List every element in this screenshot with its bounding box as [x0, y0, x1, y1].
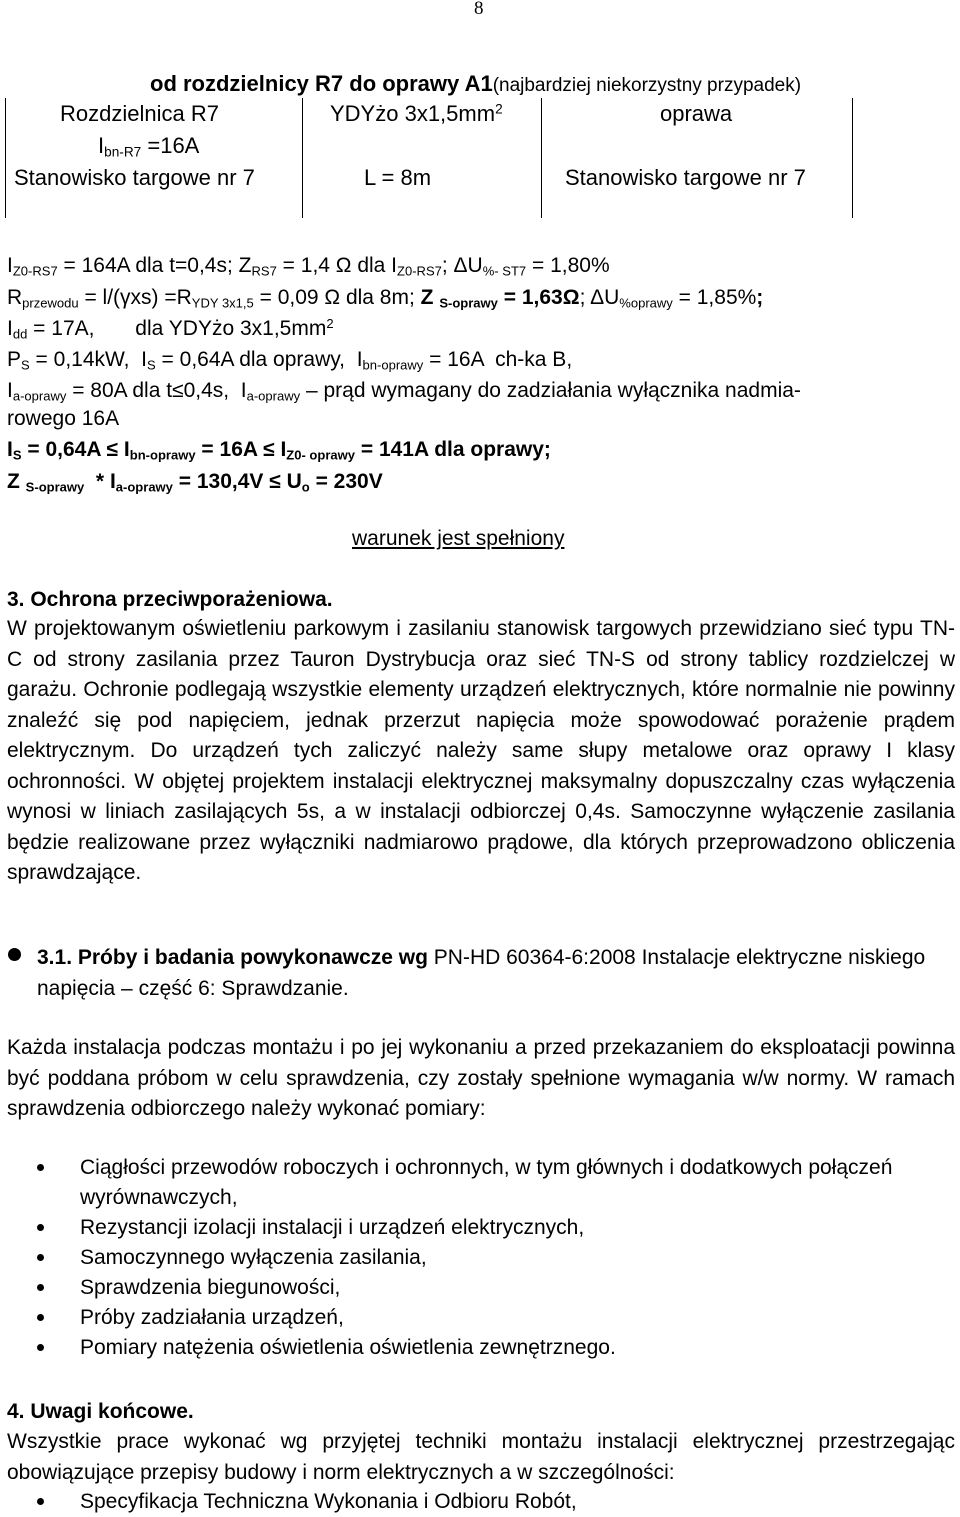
calc-section-heading [150, 69, 801, 99]
calc-line-5: $I_{a-oprawy} = 80A$ dla t≤0,4s, $I_{a-oprawy}$ – prąd wymagany do zadziałania wyłącznika nadmia- [7, 379, 801, 404]
cell-stall-to: Stanowisko targowe nr 7 [565, 165, 806, 190]
cell-cable: YDYżo $3x1,5mm^2$ [330, 101, 503, 126]
cell-length: L = 8m [364, 165, 432, 190]
table-divider-2 [541, 98, 542, 218]
cell-switchboard: Rozdzielnica R7 [60, 101, 219, 126]
measurements-list [0, 1153, 960, 1363]
table-divider-left [5, 98, 6, 218]
calc-line-2: $R_{przewodu} = l/(\gamma xs) =R_{YDY 3x1,5} = 0,09$ Ω dla 8m; Z $_{S-oprawy}$ = 1,63Ω; $\Delta U_{\%oprawy} = 1,85\%$; [7, 286, 764, 311]
section3-body: W projektowanym oświetleniu parkowym i zasilaniu stanowisk targowych przewidziano sieć typu TN-C od strony zasilania przez Tauron Dystrybucja oraz sieć TN-S od strony tablicy rozdzielczej w garażu. Ochronie podlegają wszystkie elementy urządzeń elektrycznych, które normalnie nie powinny znaleźć się pod napięciem, jednak przerzut napięcia może spowodować porażenie prądem elektrycznym. Do urządzeń tych zaliczyć należy same słupy metalowe oraz oprawy I klasy ochronności. W objętej projektem instalacji elektrycznej maksymalny dopuszczalny czas wyłączenia wynosi w liniach zasilających 5s, a w instalacji odbiorczej 0,4s. Samoczynne wyłączenie zasilania będzie realizowane przez wyłączniki nadmiarowo prądowe, dla których przeprowadzono obliczenia sprawdzające. [7, 617, 955, 884]
calc-heading-note: (najbardziej niekorzystny przypadek) [492, 75, 802, 96]
section4-body: Wszystkie prace wykonać wg przyjętej techniki montażu instalacji elektrycznej przestrzegając obowiązujące przepisy budowy i norm elektrycznych a w szczególności: [7, 1430, 955, 1484]
calc-line-4: $P_S = 0,14kW$, $I_S = 0,64A$ dla oprawy, $I_{bn-oprawy} = 16A$ ch-ka B, [7, 348, 573, 373]
cell-rated-current: $I_{bn-R7} =16A$ [98, 133, 200, 160]
calc-line-1: $I_{Z0-RS7} = 164A$ dla t=0,4s; $Z_{RS7} = 1,4$ Ω dla $I_{Z0-RS7}$; $\Delta U_{\%- ST7} = 1,80\%$ [7, 254, 610, 279]
section4-heading: 4. Uwagi końcowe. [7, 1400, 194, 1423]
list-item: Pomiary natężenia oświetlenia oświetlenia zewnętrznego. [0, 1333, 960, 1363]
condition-met-text: warunek jest spełniony [352, 527, 565, 550]
calc-line-7: $I_S = 0,64A \le I_{bn-oprawy} = 16A \le I_{Z0- oprawy} = 141A$ dla oprawy; [7, 438, 551, 463]
cell-stall-from: Stanowisko targowe nr 7 [14, 165, 255, 190]
calc-heading-main: od rozdzielnicy R7 do oprawy A1 [150, 71, 493, 96]
bullet-icon [8, 948, 21, 961]
calc-line-6: rowego 16A [7, 407, 120, 430]
list-item: Ciągłości przewodów roboczych i ochronnych, w tym głównych i dodatkowych połączeń wyrównawczych, [0, 1153, 960, 1213]
page-number: 8 [474, 0, 484, 19]
regulations-list [0, 1487, 960, 1517]
calc-line-8: Z $_{S-oprawy} * I_{a-oprawy} = 130,4V \le U_o = 230V$ [7, 470, 383, 495]
table-divider-1 [302, 98, 303, 218]
list-item: Rezystancji izolacji instalacji i urządzeń elektrycznych, [0, 1213, 960, 1243]
list-item: Sprawdzenia biegunowości, [0, 1273, 960, 1303]
table-divider-right [852, 98, 853, 218]
section3-heading: 3. Ochrona przeciwporażeniowa. [7, 588, 333, 611]
section31-heading: 3.1. Próby i badania powykonawcze wg PN-HD 60364-6:2008 Instalacje elektryczne niskiego napięcia – część 6: Sprawdzanie. [37, 946, 926, 1000]
section31-intro: Każda instalacja podczas montażu i po jej wykonaniu a przed przekazaniem do eksploatacji powinna być poddana próbom w celu sprawdzenia, czy zostały spełnione wymagania w/w normy. W ramach sprawdzenia odbiorczego należy wykonać pomiary: [7, 1036, 955, 1120]
list-item: Samoczynnego wyłączenia zasilania, [0, 1243, 960, 1273]
list-item: Próby zadziałania urządzeń, [0, 1303, 960, 1333]
calc-line-3: $I_{dd} = 17A$, dla YDYżo $3x1,5mm^2$ [7, 315, 334, 342]
list-item: Specyfikacja Techniczna Wykonania i Odbioru Robót, [0, 1487, 960, 1517]
cell-luminaire: oprawa [660, 101, 733, 126]
